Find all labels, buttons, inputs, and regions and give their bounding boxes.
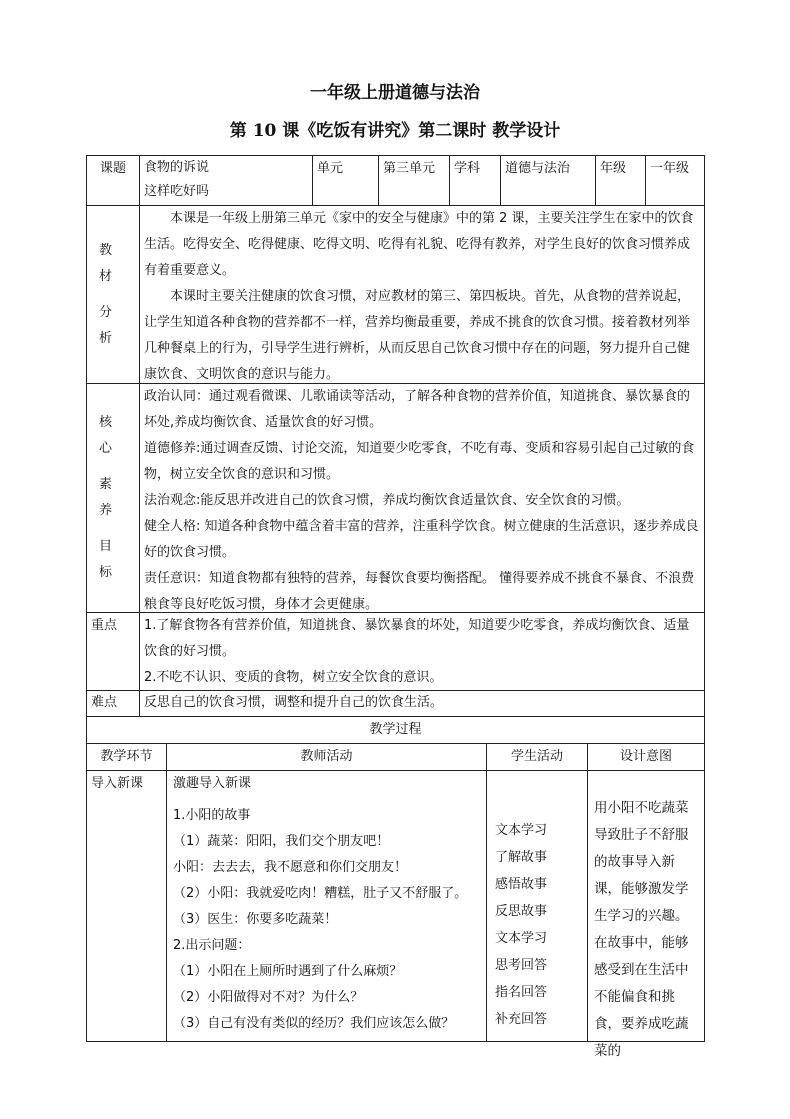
header-intent: 设计意图 (619, 749, 672, 764)
intent-cell (587, 770, 705, 1059)
subject-label-cell (449, 155, 501, 206)
header-student: 学生活动 (510, 749, 563, 764)
topic-label-cell (86, 155, 140, 206)
analysis-paragraph-1: 本课是一年级上册第三单元《家中的安全与健康》中的第 2 课，主要关注学生在家中的饮食生活。吃得安全、吃得健康、吃得文明、吃得有礼貌、吃得有教养，对学生良好的饮食习惯养成有着重要意义。 (144, 211, 694, 278)
student-line: 感悟故事 (495, 877, 548, 892)
difficulty-label: 难点 (91, 695, 118, 710)
literacy-label-line3: 目 标 (99, 539, 121, 580)
literacy-label-line1: 核 心 (99, 415, 121, 456)
teacher-line: 2.出示问题： (173, 938, 251, 953)
teacher-line: （1）小阳在上厕所时遇到了什么麻烦？ (173, 964, 403, 979)
student-line: 思考回答 (495, 958, 548, 973)
literacy-content-cell (139, 383, 705, 613)
document-subtitle: 第 10 课《吃饭有讲究》第二课时 教学设计 (229, 121, 561, 141)
key-points-label-cell (86, 612, 140, 691)
analysis-paragraph-2: 本课时主要关注健康的饮食习惯，对应教材的第三、第四板块。首先，从食物的营养说起，让学生知道各种食物的营养都不一样，营养均衡最重要，养成不挑食的饮食习惯。接着教材列举几种餐桌上的行为，引导学生进行辨析，从而反思自己饮食习惯中存在的问题，努力提升自己健康饮食、文明饮食的意识与能力。 (144, 289, 691, 382)
student-line: 了解故事 (495, 850, 548, 865)
topic-value-cell (139, 155, 313, 206)
intent-paragraph-2: 在故事中，能够感受到在生活中不能偏食和挑食，要养成吃蔬菜的 (594, 935, 689, 1059)
grade-label-cell (595, 155, 646, 206)
literacy-label-cell (86, 383, 140, 613)
student-activity-cell (486, 770, 588, 1042)
analysis-content-cell (139, 205, 705, 384)
analysis-label-line2: 分 析 (99, 304, 121, 346)
key-point-1: 1.了解食物各有营养价值，知道挑食、暴饮暴食的坏处，知道要少吃零食，养成均衡饮食、适量饮食的好习惯。 (144, 618, 690, 659)
student-line: 文本学习 (495, 823, 548, 838)
subject-value-cell (500, 155, 596, 206)
analysis-label-cell (86, 205, 140, 384)
teacher-line: （2）小阳做得对不对？为什么？ (173, 990, 364, 1005)
header-stage: 教学环节 (100, 749, 153, 764)
literacy-item-morality: 道德修养:通过调查反馈、讨论交流，知道要少吃零食，不吃有毒、变质和容易引起自己过敏的食物，树立安全饮食的意识和习惯。 (144, 441, 695, 482)
header-teacher: 教师活动 (300, 749, 353, 764)
difficulty-text: 反思自己的饮食习惯，调整和提升自己的饮食生活。 (144, 695, 444, 710)
literacy-item-political: 政治认同：通过观看微课、儿歌诵读等活动，了解各种食物的营养价值，知道挑食、暴饮暴食的坏处,养成均衡饮食、适量饮食的好习惯。 (144, 389, 691, 430)
literacy-label-line2: 素 养 (99, 477, 121, 518)
teacher-line: 激趣导入新课 (173, 776, 252, 791)
unit-value: 第三单元 (383, 161, 436, 176)
stage-name: 导入新课 (91, 776, 144, 791)
topic-line2: 这样吃好吗 (144, 184, 210, 199)
teacher-activity-cell (166, 770, 487, 1042)
subject-label: 学科 (454, 161, 481, 176)
header-teacher-cell (166, 743, 487, 771)
unit-label: 单元 (317, 161, 344, 176)
header-student-cell (486, 743, 588, 771)
document-title: 一年级上册道德与法治 (310, 83, 480, 103)
student-line: 文本学习 (495, 931, 548, 946)
teacher-line: （2）小阳：我就爱吃肉！糟糕，肚子又不舒服了。 (173, 886, 468, 901)
header-intent-cell (587, 743, 705, 771)
unit-value-cell (378, 155, 450, 206)
process-title: 教学过程 (369, 722, 422, 737)
literacy-item-responsibility: 责任意识：知道食物都有独特的营养，每餐饮食要均衡搭配。 懂得要养成不挑食不暴食、不浪费粮食等良好吃饭习惯，身体才会更健康。 (144, 571, 695, 612)
header-stage-cell (86, 743, 167, 771)
grade-value-cell (645, 155, 705, 206)
teacher-line: 1.小阳的故事 (173, 808, 251, 823)
stage-cell (86, 770, 167, 1042)
key-point-2: 2.不吃不认识、变质的食物，树立安全饮食的意识。 (144, 670, 443, 685)
difficulty-label-cell (86, 690, 140, 717)
student-line: 补充回答 (495, 1012, 548, 1027)
teacher-line: （3）医生：你要多吃蔬菜！ (173, 912, 338, 927)
grade-value: 一年级 (650, 161, 690, 176)
teacher-line: 小阳：去去去，我不愿意和你们交朋友！ (173, 860, 408, 875)
analysis-label-line1: 教 材 (99, 242, 121, 284)
literacy-item-law: 法治观念:能反思并改进自己的饮食习惯，养成均衡饮食适量饮食、安全饮食的习惯。 (144, 493, 630, 508)
topic-line1: 食物的诉说 (144, 160, 210, 175)
literacy-item-personality: 健全人格: 知道各种食物中蕴含着丰富的营养，注重科学饮食。树立健康的生活意识，逐步养成良好的饮食习惯。 (144, 519, 699, 560)
subject-value: 道德与法治 (505, 161, 571, 176)
teacher-line: （1）蔬菜：阳阳，我们交个朋友吧！ (173, 834, 390, 849)
grade-label: 年级 (600, 161, 627, 176)
key-points-content-cell (139, 612, 705, 691)
intent-paragraph-1: 用小阳不吃蔬菜导致肚子不舒服的故事导入新课，能够激发学生学习的兴趣。 (594, 800, 689, 924)
difficulty-content-cell (139, 690, 705, 717)
topic-label: 课题 (99, 161, 126, 176)
unit-label-cell (312, 155, 379, 206)
student-line: 反思故事 (495, 904, 548, 919)
teacher-line: （3）自己有没有类似的经历？我们应该怎么做？ (173, 1016, 455, 1031)
process-title-cell (86, 716, 705, 744)
key-points-label: 重点 (91, 618, 118, 633)
student-line: 指名回答 (495, 985, 548, 1000)
